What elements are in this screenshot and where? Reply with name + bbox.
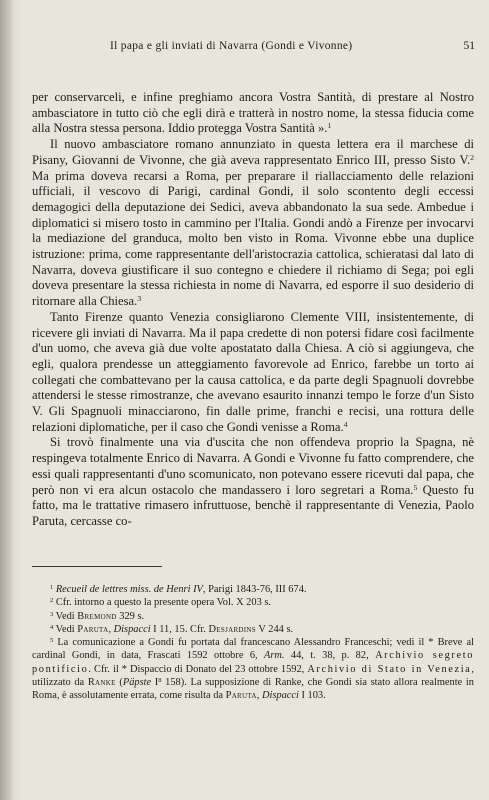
footnote-divider [32,566,162,567]
footnote-ref: 3 [137,294,142,304]
paragraph-2: Il nuovo ambasciatore romano annunziato in questa lettera era il marchese di Pisany, Giovanni de Vivonne, che già aveva rappresentato Enrico III, presso Sisto V.$^2$ Ma prima doveva recarsi a Roma, per preparare il riallacciamento delle relazioni ufficiali, il vescovo di Parigi, cardinal Gondi, il solo scontento degli eccessi demagogici della deputazione dei Sedici, aveva abbandonato la sua sede. Ambedue i diplomatici si misero tosto in cammino per l'Italia. Gondi andò a Firenze per invocarvi la mediazione del granduca, molto ben visto in Roma. Vivonne ebbe una duplice istruzione: prima, come rappresentante dell'aristocrazia cattolica, schieratasi dal lato di Navarra, doveva giustificare il suo contegno e chiedere il richiamo di Sega; poi egli doveva presentare la stessa richiesta in nome di Navarra, ed esporre il suo desiderio di ritornare alla Chiesa.$^3$ [32,137,474,309]
footnote-3: $^3$ Vedi Bremond 329 s. [50,610,145,622]
paragraph-3: Tanto Firenze quanto Venezia consigliarono Clemente VIII, insistentemente, di ricevere gli inviati di Navarra. Ma il papa credette di non potersi fidare così facilmente d'un uomo, che aveva già due volte apostatato dalla Chiesa. A ciò si aggiungeva, che egli, qualora prendesse un atteggiamento favorevole ad Enrico, farebbe un torto ai collegati che combattevano per la causa cattolica, e da parte degli Spagnuoli dovrebbe attendersi le stesse rimostranze, che avevano esaurito innanzi tempo le forze d'un Sisto V. Gli Spagnuoli minacciarono, fin dalle prime, franchi e recisi, una rottura delle relazioni diplomatiche, per il caso che Gondi venisse a Roma.$^4$ [32,309,474,434]
footnote-ref: 2 [470,152,474,162]
footnote-ref: 4 [343,419,348,429]
footnotes [32,583,474,703]
footnote-2: $^2$ Cfr. intorno a questo la presente opera Vol. X 203 s. [50,597,272,609]
page-binding-shadow [0,0,14,800]
running-title: Il papa e gli inviati di Navarra (Gondi e Vivonne) [110,40,353,52]
footnote-1: $^1$ Recueil de lettres miss. de Henri IV, Parigi 1843-76, III 674. [50,583,307,595]
footnote-ref: 1 [327,121,332,131]
running-header [30,40,475,54]
footnote-4: $^4$ Vedi Paruta, Dispacci I 11, 15. Cfr. Desjardins V 244 s. [50,623,294,635]
footnote-ref: 5 [413,482,418,492]
page-number: 51 [463,40,475,52]
paragraph-4: Si trovò finalmente una via d'uscita che non offendeva proprio la Spagna, nè respingeva totalmente Enrico di Navarra. A Gondi e Vivonne fu fatto comprendere, che essi quali rappresentanti d'uno scomunicato, non potevano essere ricevuti dal papa, che però non vi era alcun ostacolo che mandassero i loro segretari a Roma.$^5$ Questo fu fatto, ma le trattative rimasero infruttuose, benchè il rappresentante di Venezia, Paolo Paruta, cercasse co- [32,435,474,528]
paragraph-1: per conservarceli, e infine preghiamo ancora Vostra Santità, di prestare al Nostro ambasciatore in tutto ciò che egli dirà e tratterà in nostro nome, la stessa fiducia come alla Nostra stessa persona. Iddio protegga Vostra Santità ».$^1$ [32,90,474,136]
footnote-5: $^5$ La comunicazione a Gondi fu portata dal francescano Alessandro Franceschi; vedi il * Breve al cardinal Gondi, in data, Frascati 1592 ottobre 6, Arm. 44, t. 38, p. 82, Archivio segreto pontificio. Cfr. il * Dispaccio di Donato del 23 ottobre 1592, Archivio di Stato in Venezia, utilizzato da Ranke (Päpste $I^8$ 158). La supposizione di Ranke, che Gondi sia stato allora realmente in Roma, è assolutamente errata, come risulta da Paruta, Dispacci I 103. [32,636,474,702]
main-text [32,90,474,530]
